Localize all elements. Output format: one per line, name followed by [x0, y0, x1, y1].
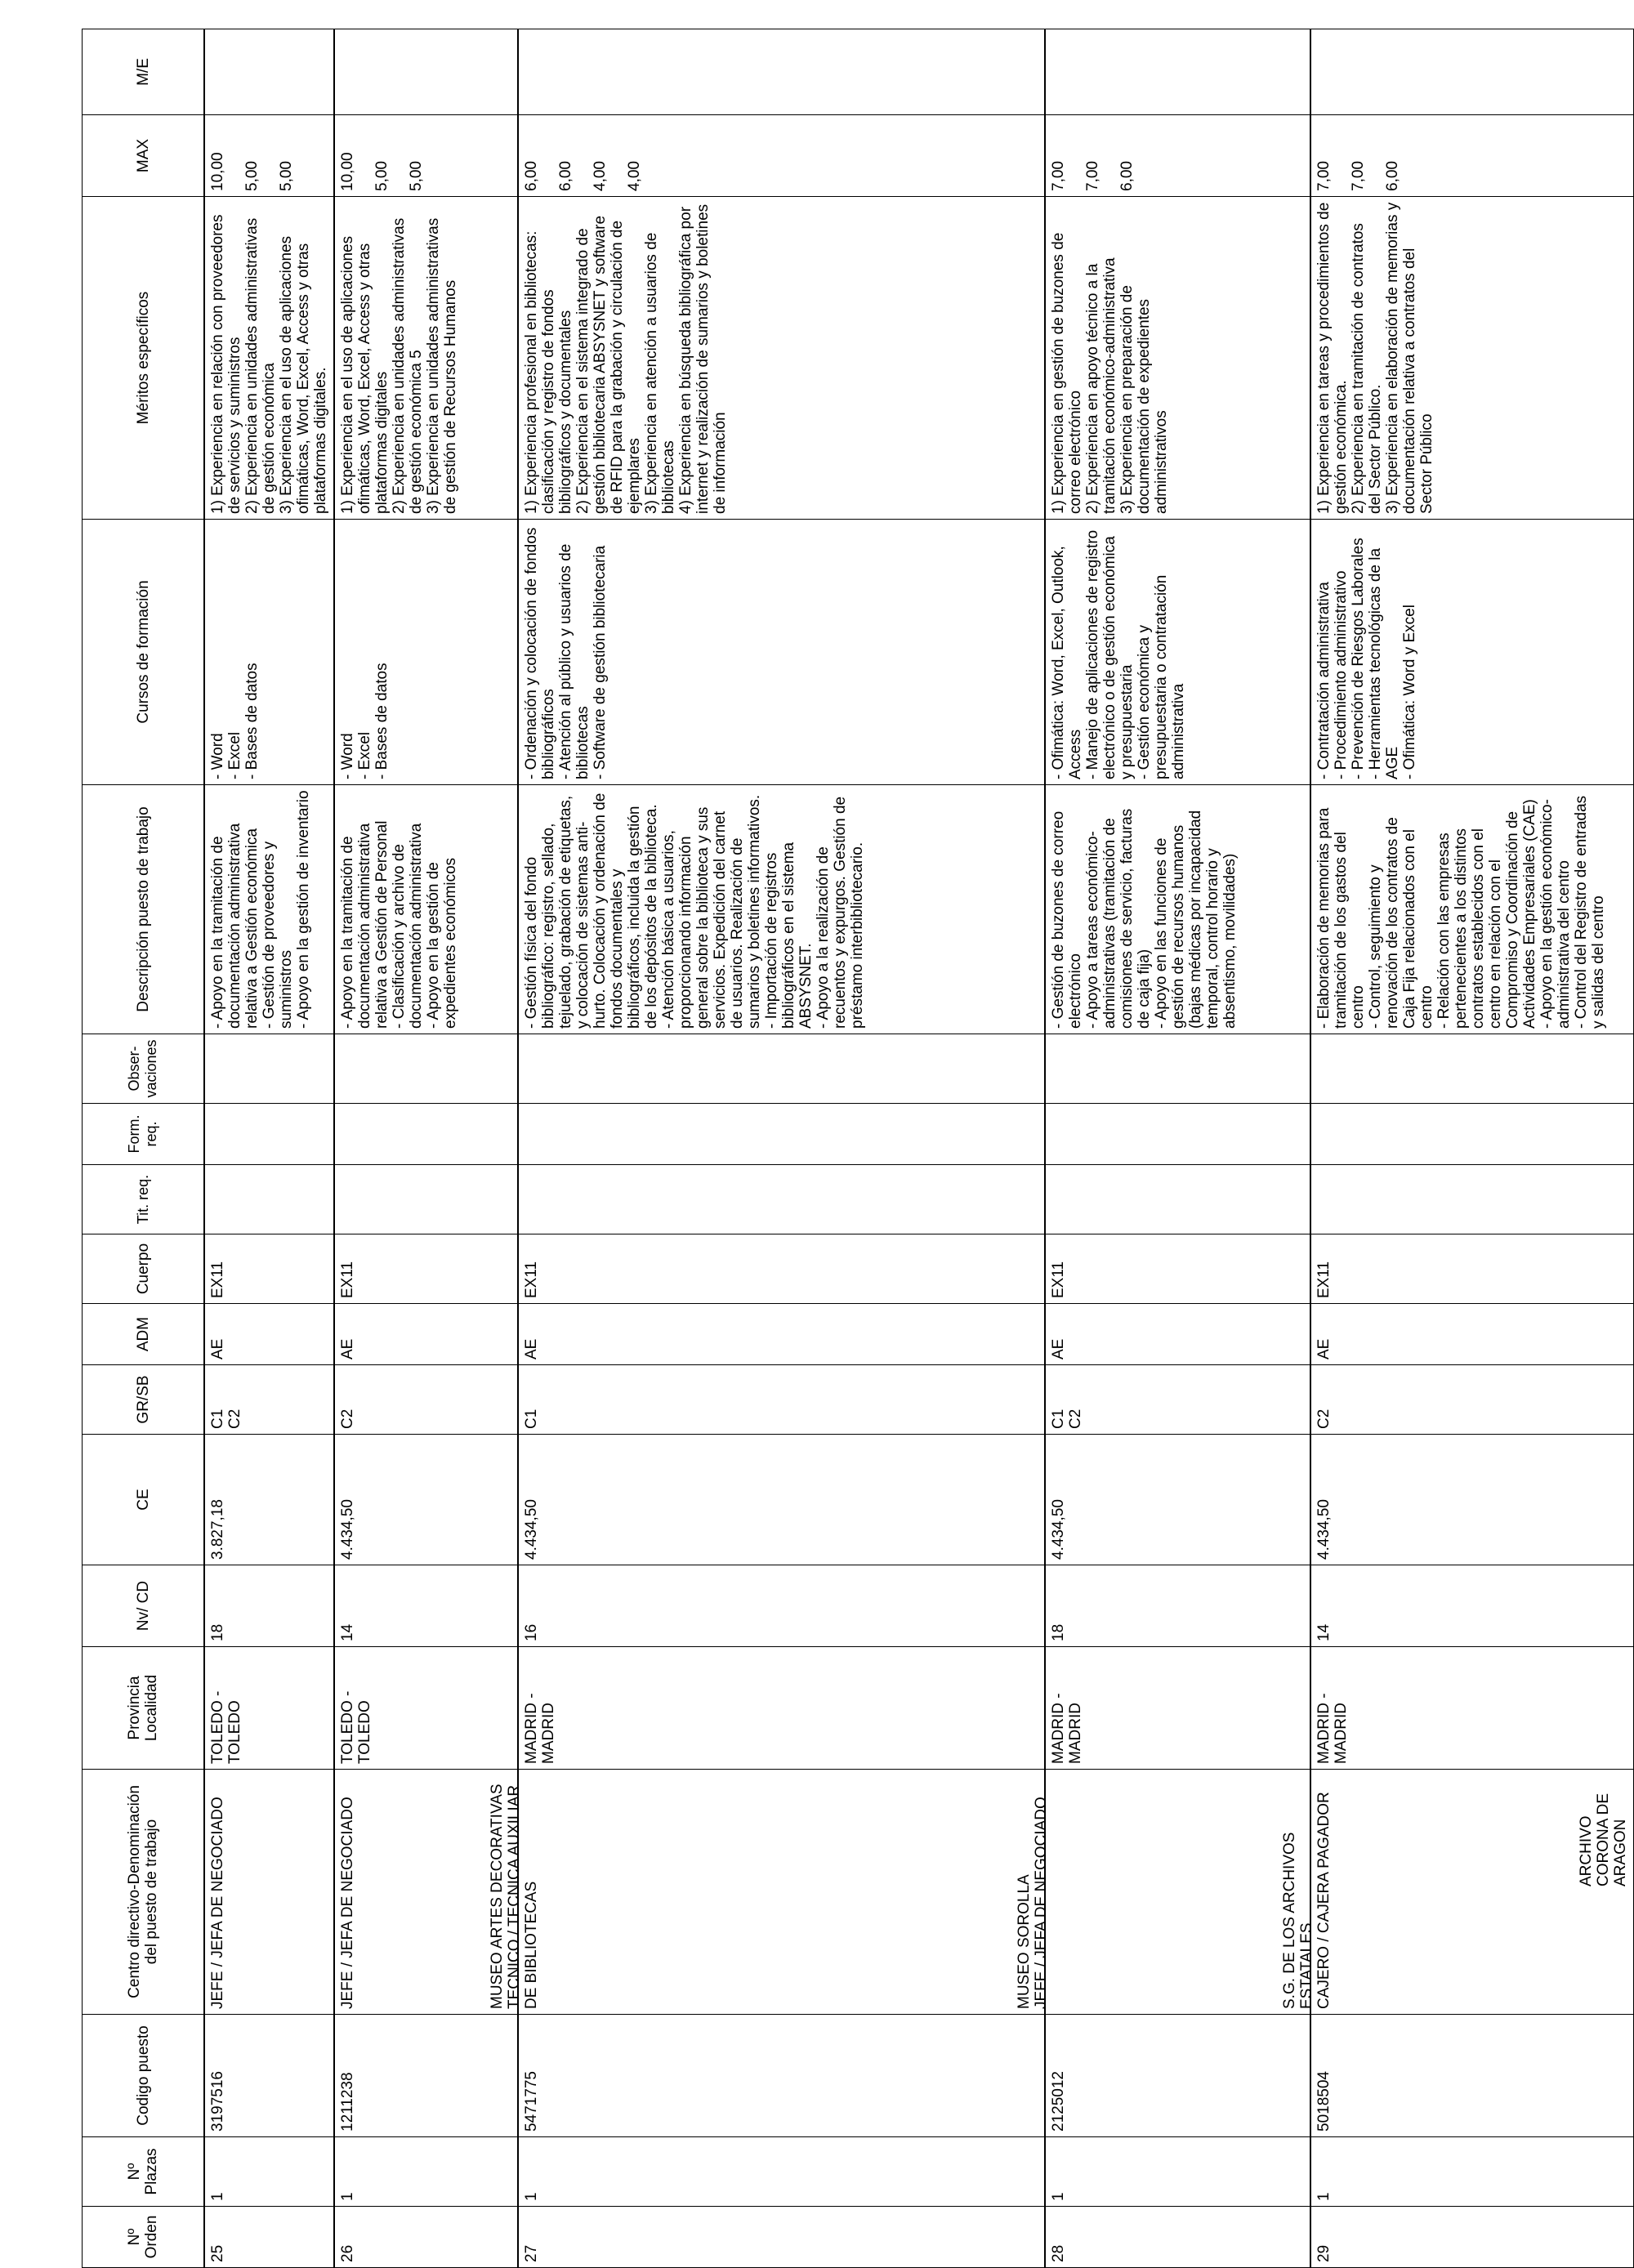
- cell-descripcion: [334, 785, 518, 1034]
- cell-ce: 3.827,18: [204, 1435, 334, 1565]
- cell-provincia: MADRID - MADRID: [1045, 1647, 1310, 1770]
- cell-cursos: [1310, 520, 1634, 785]
- cell-nivel: 14: [1310, 1565, 1634, 1647]
- cell-tit: [1310, 1165, 1634, 1234]
- cell-cuerpo: EX11: [518, 1234, 1045, 1304]
- cell-descripcion-line: - Gestión de proveedores y suministros: [261, 841, 295, 1029]
- cell-ce: 4.434,50: [334, 1435, 518, 1565]
- max-value: 7,00: [1315, 161, 1333, 191]
- cell-descripcion-line: - Elaboración de memorias para tramitación de los gastos del centro: [1315, 807, 1367, 1029]
- cell-codigo: 5471775: [518, 2015, 1045, 2137]
- cell-cursos-line: - Prevención de Riesgos Laborales: [1350, 538, 1367, 779]
- cell-descripcion-line: - Atención básica a usuarios, proporcionando información general sobre la biblioteca y sus servicios. Expedición del carnet de usuarios. Realización de sumarios y boletines informativos.: [660, 794, 763, 1029]
- cell-me: [334, 29, 518, 115]
- max-value: 6,00: [1118, 161, 1136, 191]
- header-centro: Centro directivo-Denominación del puesto de trabajo: [83, 1770, 205, 2015]
- cell-descripcion-line: - Gestión de buzones de correo electrónico: [1050, 810, 1084, 1029]
- table-row: [518, 29, 1045, 2268]
- max-value: 10,00: [209, 152, 226, 191]
- cell-adm: AE: [1310, 1304, 1634, 1365]
- cell-provincia: MADRID - MADRID: [518, 1647, 1045, 1770]
- cell-cursos-line: - Word: [339, 733, 356, 779]
- cell-orden: 28: [1045, 2207, 1310, 2268]
- cell-grsb-line: C2: [1067, 1409, 1084, 1429]
- max-value: 10,00: [339, 152, 356, 191]
- cell-ce: 4.434,50: [1045, 1435, 1310, 1565]
- max-value: 6,00: [523, 161, 540, 191]
- cell-obs: [1310, 1034, 1634, 1104]
- max-value: 4,00: [592, 161, 609, 191]
- cell-max: [1045, 115, 1310, 197]
- job-positions-table: [82, 29, 1634, 2268]
- cell-provincia: TOLEDO - TOLEDO: [204, 1647, 334, 1770]
- header-me: M/E: [83, 29, 205, 115]
- max-value: 7,00: [1350, 161, 1367, 191]
- cell-cursos-line: - Atención al público y usuarios de bibliotecas: [557, 543, 592, 779]
- cell-cursos-line: - Herramientas tecnológicas de la AGE: [1367, 547, 1401, 779]
- meritos-line: 2) Experiencia en unidades administrativas de gestión económica 5: [391, 217, 425, 514]
- cell-grsb: [334, 1365, 518, 1435]
- cell-grsb-line: C1: [1050, 1409, 1067, 1429]
- cell-cursos-line: - Ofimática: Word, Excel, Outlook, Access: [1050, 546, 1084, 779]
- cell-descripcion-line: - Clasificación y archivo de documentación administrativa: [391, 823, 425, 1029]
- meritos-line: 4) Experiencia en búsqueda bibliográfica por internet y realización de sumarios y boletines de información: [677, 203, 729, 514]
- meritos-line: 1) Experiencia en tareas y procedimientos de gestión económica.: [1315, 202, 1350, 514]
- cell-cuerpo: EX11: [1045, 1234, 1310, 1304]
- cell-provincia: TOLEDO - TOLEDO: [334, 1647, 518, 1770]
- cell-grsb-line: C2: [1315, 1409, 1333, 1429]
- cell-tit: [204, 1165, 334, 1234]
- cell-cursos-line: - Word: [209, 733, 226, 779]
- cell-me: [518, 29, 1045, 115]
- max-value: 5,00: [408, 161, 425, 191]
- puesto-label: CAJERO / CAJERA PAGADOR: [1315, 1792, 1333, 2009]
- cell-plazas: 1: [334, 2137, 518, 2207]
- meritos-line: 3) Experiencia en preparación de documentación de expedientes administrativos: [1118, 285, 1170, 514]
- cell-form: [334, 1104, 518, 1165]
- cell-obs: [204, 1034, 334, 1104]
- cell-form: [518, 1104, 1045, 1165]
- cell-meritos: [1310, 197, 1634, 520]
- cell-cursos-line: - Ordenación y colocación de fondos bibliográficos: [523, 527, 557, 779]
- cell-descripcion-line: - Apoyo en la gestión económico-administrativa del centro: [1538, 799, 1573, 1029]
- cell-cursos: [518, 520, 1045, 785]
- cell-cuerpo: EX11: [1310, 1234, 1634, 1304]
- cell-cursos-line: - Contratación administrativa: [1315, 582, 1333, 779]
- puesto-label: JEFE / JEFA DE NEGOCIADO: [339, 1797, 356, 2009]
- cell-ce: 4.434,50: [518, 1435, 1045, 1565]
- cell-descripcion-line: - Apoyo en las funciones de gestión de recursos humanos (bajas médicas por incapacidad temporal, control horario y absentismo, movilidades): [1153, 810, 1239, 1029]
- meritos-line: 2) Experiencia en el sistema integrado de gestión bibliotecaria ABSYSNET y software de RFID para la grabación y circulación de ejemplares: [574, 215, 643, 514]
- cell-codigo: 2125012: [1045, 2015, 1310, 2137]
- centro-directivo-label: MUSEO ARTES DECORATIVAS: [489, 1784, 506, 2009]
- cell-grsb: [1045, 1365, 1310, 1435]
- max-value: 4,00: [626, 161, 643, 191]
- cell-me: [1310, 29, 1634, 115]
- cell-ce: 4.434,50: [1310, 1435, 1634, 1565]
- header-descripcion: Descripción puesto de trabajo: [83, 785, 205, 1034]
- table-header-row: [83, 29, 205, 2268]
- cell-cursos-line: - Excel: [226, 731, 243, 779]
- cell-descripcion-line: - Apoyo en la gestión de inventario: [295, 790, 312, 1029]
- max-value: 6,00: [557, 161, 574, 191]
- cell-form: [1045, 1104, 1310, 1165]
- cell-cursos-line: - Bases de datos: [243, 663, 261, 779]
- cell-descripcion-line: - Control del Registro de entradas y salidas del centro: [1573, 795, 1607, 1029]
- meritos-line: 1) Experiencia en gestión de buzones de correo electrónico: [1050, 232, 1084, 514]
- meritos-line: 1) Experiencia en el uso de aplicaciones ofimáticas, Word, Excel, Access y otras plataformas digitales: [339, 235, 391, 514]
- cell-obs: [334, 1034, 518, 1104]
- header-plazas: Nº Plazas: [83, 2137, 205, 2207]
- header-cursos: Cursos de formación: [83, 520, 205, 785]
- puesto-label: TECNICO / TECNICA AUXILIAR DE BIBLIOTECAS: [506, 1784, 540, 2009]
- cell-cursos: [204, 520, 334, 785]
- header-nivel: Nv/ CD: [83, 1565, 205, 1647]
- cell-grsb-line: C2: [226, 1409, 243, 1429]
- header-provincia: Provincia Localidad: [83, 1647, 205, 1770]
- centro-directivo-label: MUSEO SOROLLA: [1016, 1874, 1033, 2009]
- cell-max: [1310, 115, 1634, 197]
- cell-descripcion: [204, 785, 334, 1034]
- cell-cursos-line: - Software de gestión bibliotecaria: [592, 545, 609, 779]
- cell-cursos-line: - Gestión económica y presupuestaria o contratación administrativa: [1136, 574, 1187, 779]
- centro-directivo-label: S.G. DE LOS ARCHIVOS ESTATALES: [1281, 1832, 1315, 2009]
- meritos-line: 2) Experiencia en apoyo técnico a la tramitación económico-administrativa: [1084, 257, 1118, 514]
- max-value: 5,00: [278, 161, 295, 191]
- centro-destino-label: ARCHIVO CORONA DE ARAGON: [1578, 1793, 1629, 1886]
- cell-descripcion-line: - Apoyo en la gestión de expedientes económicos: [425, 857, 459, 1029]
- header-tit: Tit. req.: [83, 1165, 205, 1234]
- cell-grsb: [1310, 1365, 1634, 1435]
- cell-descripcion: [1310, 785, 1634, 1034]
- meritos-line: 3) Experiencia en el uso de aplicaciones ofimáticas, Word, Excel, Access y otras plataformas digitales.: [278, 235, 329, 514]
- cell-cursos-line: - Ofimática: Word y Excel: [1401, 605, 1418, 779]
- cell-cuerpo: EX11: [334, 1234, 518, 1304]
- cell-cursos-line: - Bases de datos: [373, 663, 391, 779]
- meritos-line: 1) Experiencia profesional en bibliotecas: clasificación y registro de fondos bibliográficos y documentales: [523, 230, 574, 514]
- max-value: 6,00: [1384, 161, 1401, 191]
- cell-nivel: 14: [334, 1565, 518, 1647]
- cell-tit: [334, 1165, 518, 1234]
- cell-nivel: 18: [1045, 1565, 1310, 1647]
- cell-grsb: [204, 1365, 334, 1435]
- cell-provincia: MADRID - MADRID: [1310, 1647, 1634, 1770]
- puesto-label: JEFE / JEFA DE NEGOCIADO: [209, 1797, 226, 2009]
- cell-cuerpo: EX11: [204, 1234, 334, 1304]
- cell-me: [1045, 29, 1310, 115]
- cell-centro: [1281, 1770, 1634, 2015]
- header-grsb: GR/SB: [83, 1365, 205, 1435]
- cell-nivel: 16: [518, 1565, 1045, 1647]
- cell-cursos: [334, 520, 518, 785]
- header-meritos: Méritos específicos: [83, 197, 205, 520]
- cell-orden: 27: [518, 2207, 1045, 2268]
- cell-form: [204, 1104, 334, 1165]
- cell-meritos: [204, 197, 334, 520]
- header-obs: Obser-vaciones: [83, 1034, 205, 1104]
- cell-plazas: 1: [518, 2137, 1045, 2207]
- cell-max: [518, 115, 1045, 197]
- table-body: [204, 29, 1634, 2268]
- cell-descripcion-line: - Apoyo en la tramitación de documentación administrativa relativa a Gestión de Personal: [339, 820, 391, 1029]
- cell-descripcion-line: - Relación con las empresas pertenecientes a los distintos contratos establecidos con el centro en relación con el Compromiso y Coordinación de Actividades Empresariales (CAE): [1435, 799, 1538, 1029]
- cell-max: [334, 115, 518, 197]
- cell-adm: AE: [204, 1304, 334, 1365]
- cell-tit: [1045, 1165, 1310, 1234]
- cell-cursos-line: - Excel: [356, 731, 373, 779]
- cell-nivel: 18: [204, 1565, 334, 1647]
- cell-grsb: [518, 1365, 1045, 1435]
- max-value: 5,00: [243, 161, 261, 191]
- cell-meritos: [334, 197, 518, 520]
- table-row: [1045, 29, 1310, 2268]
- puesto-label: JEFE / JEFA DE NEGOCIADO: [1033, 1797, 1050, 2009]
- cell-grsb-line: C1: [209, 1409, 226, 1429]
- rotated-document-page: [82, 29, 1629, 2268]
- cell-meritos: [1045, 197, 1310, 520]
- max-value: 7,00: [1084, 161, 1101, 191]
- header-ce: CE: [83, 1435, 205, 1565]
- cell-plazas: 1: [1310, 2137, 1634, 2207]
- cell-plazas: 1: [204, 2137, 334, 2207]
- cell-cursos-line: - Manejo de aplicaciones de registro electrónico o de gestión económica y presupuestaria: [1084, 529, 1136, 779]
- cell-codigo: 1211238: [334, 2015, 518, 2137]
- meritos-line: 3) Experiencia en elaboración de memorias y documentación relativa a contratos del Sector Público: [1384, 202, 1435, 514]
- cell-descripcion-line: - Gestión física del fondo bibliográfico: registro, sellado, tejuelado, grabación de etiquetas, y colocación de sistemas anti-hurto. Colocación y ordenación de fondos documentales y bibliográficos, incluida la gestión de los depósitos de la biblioteca.: [523, 792, 660, 1029]
- cell-tit: [518, 1165, 1045, 1234]
- cell-orden: 26: [334, 2207, 518, 2268]
- cell-orden: 25: [204, 2207, 334, 2268]
- cell-codigo: 5018504: [1310, 2015, 1634, 2137]
- cell-grsb-line: C2: [339, 1409, 356, 1429]
- cell-descripcion-line: - Apoyo a la realización de recuentos y expurgos. Gestión de préstamo interbibliotecario.: [815, 796, 866, 1029]
- cell-centro: [1016, 1770, 1310, 2015]
- header-adm: ADM: [83, 1304, 205, 1365]
- cell-grsb-line: C1: [523, 1409, 540, 1429]
- cell-descripcion-line: - Apoyo en la tramitación de documentación administrativa relativa a Gestión económica: [209, 823, 261, 1029]
- header-codigo: Codigo puesto: [83, 2015, 205, 2137]
- header-form: Form. req.: [83, 1104, 205, 1165]
- cell-obs: [518, 1034, 1045, 1104]
- cell-obs: [1045, 1034, 1310, 1104]
- max-value: 5,00: [373, 161, 391, 191]
- meritos-line: 2) Experiencia en unidades administrativas de gestión económica: [243, 217, 278, 514]
- cell-adm: AE: [1045, 1304, 1310, 1365]
- cell-centro: [489, 1770, 1045, 2015]
- table-row: [1310, 29, 1634, 2268]
- cell-plazas: 1: [1045, 2137, 1310, 2207]
- cell-cursos-line: - Procedimiento administrativo: [1333, 570, 1350, 779]
- cell-descripcion: [518, 785, 1045, 1034]
- cell-adm: AE: [518, 1304, 1045, 1365]
- cell-form: [1310, 1104, 1634, 1165]
- header-max: MAX: [83, 115, 205, 197]
- header-cuerpo: Cuerpo: [83, 1234, 205, 1304]
- cell-descripcion-line: - Importación de registros bibliográficos en el sistema ABSYSNET.: [763, 842, 815, 1029]
- cell-orden: 29: [1310, 2207, 1634, 2268]
- meritos-line: 2) Experiencia en tramitación de contratos del Sector Público.: [1350, 223, 1384, 514]
- cell-meritos: [518, 197, 1045, 520]
- cell-max: [204, 115, 334, 197]
- cell-codigo: 3197516: [204, 2015, 334, 2137]
- table-row: [204, 29, 334, 2268]
- cell-descripcion-line: - Apoyo a tareas económico-administrativas (tramitación de comisiones de servicio, facturas de caja fija): [1084, 808, 1153, 1029]
- meritos-line: 1) Experiencia en relación con proveedores de servicios y suministros: [209, 214, 243, 514]
- cell-descripcion: [1045, 785, 1310, 1034]
- max-value: 7,00: [1050, 161, 1067, 191]
- cell-descripcion-line: - Control, seguimiento y renovación de los contratos de Caja Fija relacionados con el centro: [1367, 817, 1435, 1029]
- cell-me: [204, 29, 334, 115]
- cell-centro: [204, 1770, 334, 2015]
- meritos-line: 3) Experiencia en atención a usuarios de bibliotecas: [643, 232, 677, 514]
- cell-cursos: [1045, 520, 1310, 785]
- cell-adm: AE: [334, 1304, 518, 1365]
- header-orden: Nº Orden: [83, 2207, 205, 2268]
- meritos-line: 3) Experiencia en unidades administrativas de gestión de Recursos Humanos: [425, 217, 459, 514]
